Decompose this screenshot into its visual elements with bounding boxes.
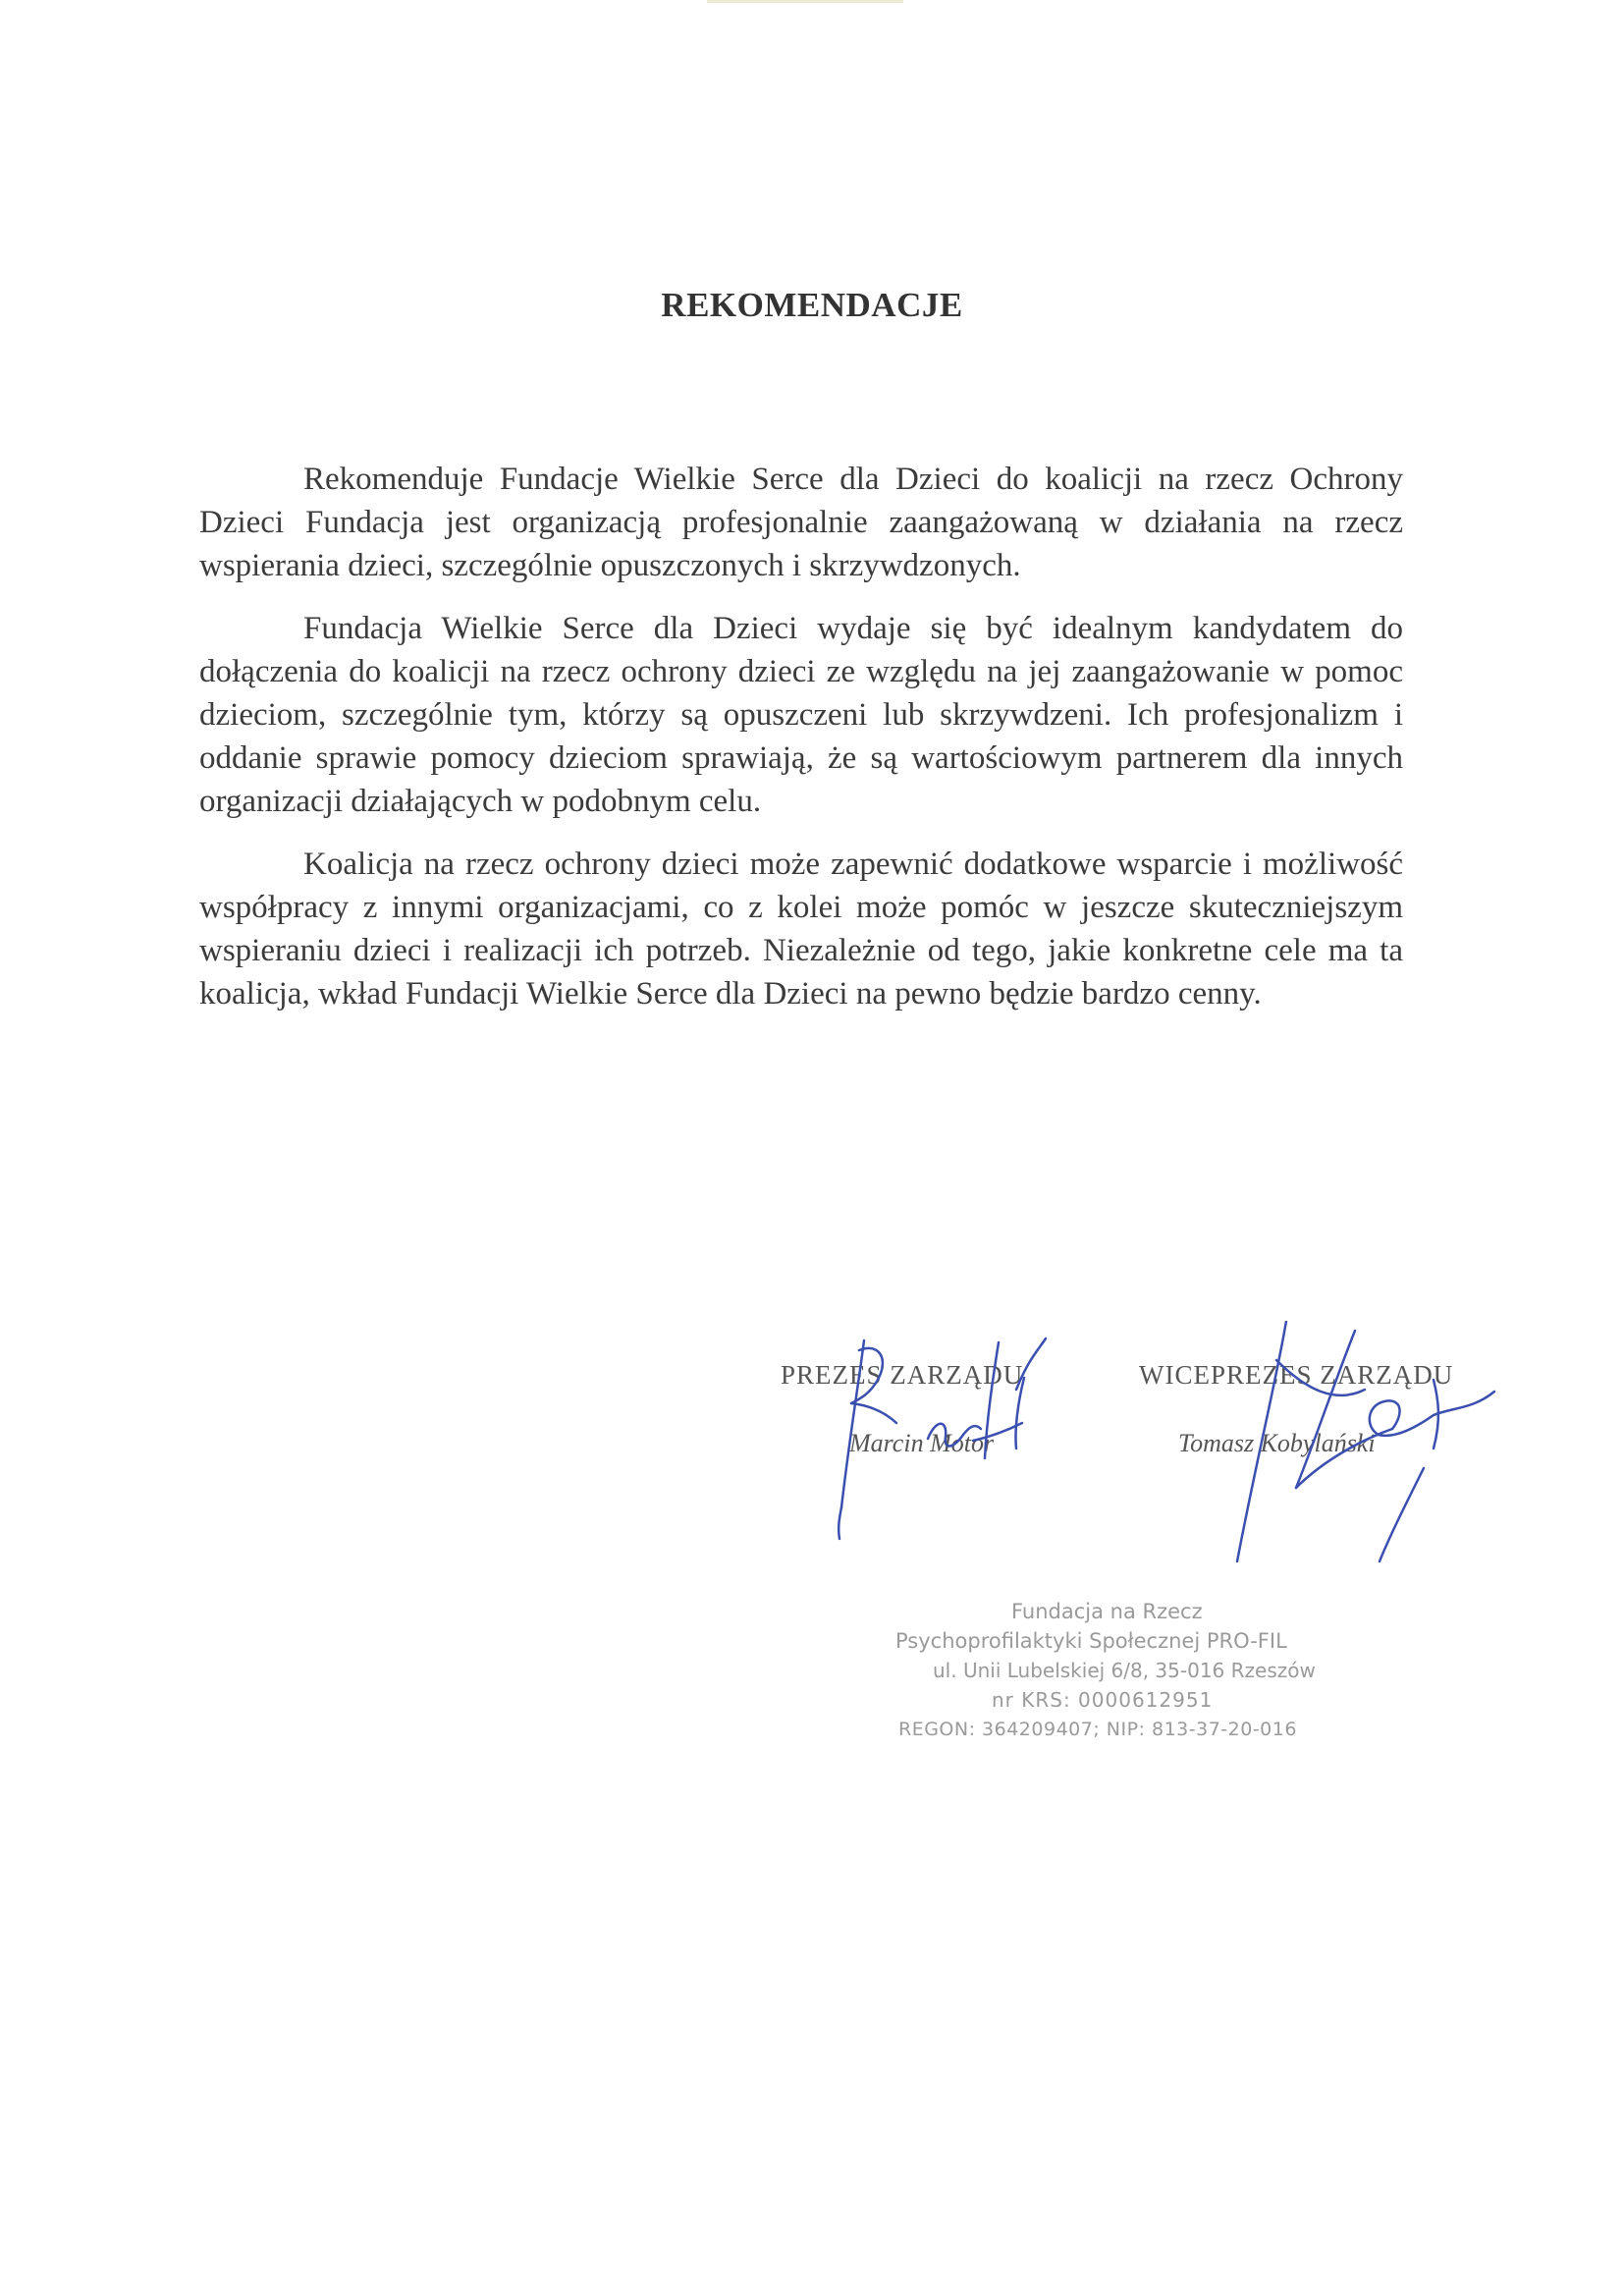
- scan-edge-mark: [707, 0, 903, 3]
- stamp-line-krs: nr KRS: 0000612951: [992, 1688, 1214, 1712]
- signature-block-vice-president: [1139, 1321, 1610, 1576]
- signature-name-vice-president: Tomasz Kobylański: [1178, 1429, 1376, 1457]
- paragraph-1: Rekomenduje Fundacje Wielkie Serce dla Dzieci do koalicji na rzecz Ochrony Dzieci Fundacja jest organizacją profesjonalnie zaangażowaną w działania na rzecz wspierania dzieci, szczególnie opuszczonych i skrzywdzonych.: [199, 462, 1403, 583]
- handwritten-signature-vice-president: [1139, 1321, 1610, 1576]
- stamp-line-name: Fundacja na Rzecz: [1011, 1600, 1203, 1623]
- stamp-line-regon-nip: REGON: 364209407; NIP: 813-37-20-016: [898, 1719, 1297, 1740]
- paragraph-2: Fundacja Wielkie Serce dla Dzieci wydaje się być idealnym kandydatem do dołączenia do koalicji na rzecz ochrony dzieci ze względu na jej zaangażowanie w pomoc dzieciom, szczególnie tym, którzy są opuszczeni lub skrzywdzeni. Ich profesjonalizm i oddanie sprawie pomocy dzieciom sprawiają, że są wartościowym partnerem dla innych organizacji działających w podobnym celu.: [199, 611, 1403, 819]
- stamp-line-address: ul. Unii Lubelskiej 6/8, 35-016 Rzeszów: [933, 1659, 1316, 1682]
- organization-stamp: [884, 1597, 1355, 1744]
- stamp-line-name-cont: Psychoprofilaktyki Społecznej PRO-FIL: [895, 1629, 1287, 1653]
- signature-name-president: Marcin Motor: [849, 1429, 995, 1457]
- signature-title-president: PREZES ZARZĄDU: [781, 1360, 1024, 1390]
- document-body: [199, 458, 1403, 1035]
- document-title: REKOMENDACJE: [661, 286, 963, 325]
- signature-title-vice-president: WICEPREZES ZARZĄDU: [1139, 1360, 1454, 1390]
- paragraph-3: Koalicja na rzecz ochrony dzieci może zapewnić dodatkowe wsparcie i możliwość współpracy z innymi organizacjami, co z kolei może pomóc w jeszcze skuteczniejszym wspieraniu dzieci i realizacji ich potrzeb. Niezależnie od tego, jakie konkretne cele ma ta koalicja, wkład Fundacji Wielkie Serce dla Dzieci na pewno będzie bardzo cenny.: [199, 847, 1403, 1011]
